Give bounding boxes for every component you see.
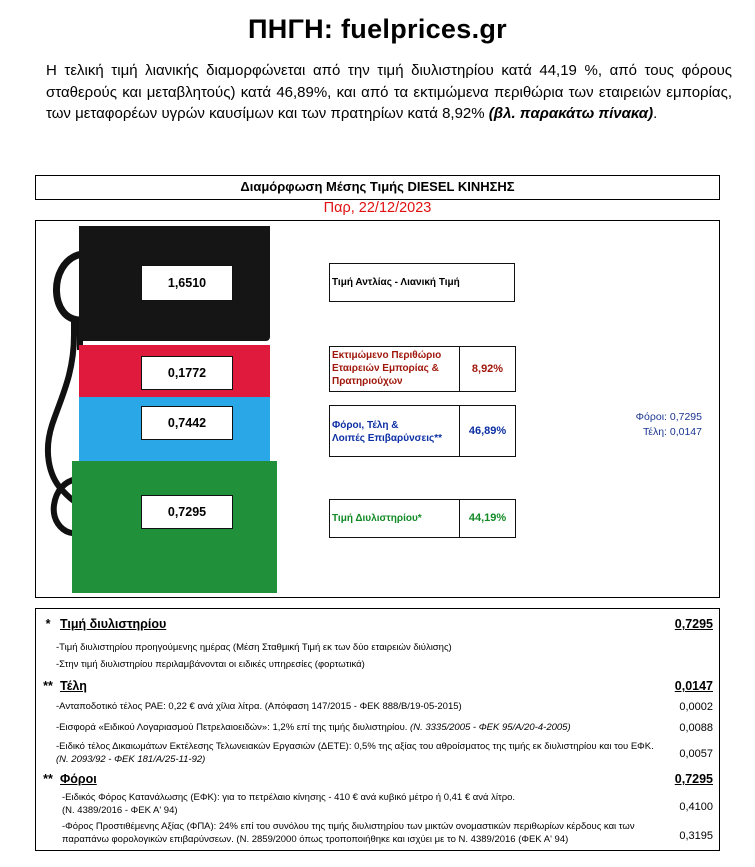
refinery-heading: Τιμή διυλιστηρίου <box>60 617 167 631</box>
intro-text: Η τελική τιμή λιανικής διαμορφώνεται από την τιμή διυλιστηρίου κατά 44,19 %, από τους φόρους σταθερούς και μεταβλητούς) κατά 46,89%, και από τα εκτιμώμενα περιθώρια των εταιρειών εμπορίας, των μεταφορέων υγρών καυσίμων και των πρατηρίων κατά 8,92% <box>46 62 732 122</box>
fees-summary-value: 0,0147 <box>669 426 702 438</box>
retail-price-value: 1,6510 <box>141 265 233 301</box>
taxes-label-line: Λοιπές Επιβαρύνσεις** <box>332 433 442 444</box>
margin-label-line: Πρατηριούχων <box>332 375 403 387</box>
fee-item-text: -Ειδικό τέλος Δικαιωμάτων Εκτέλεσης Τελωνειακών Εργασιών (ΔΕΤΕ): 0,5% της αξίας του αθροίσματος της τιμής εκ διυλιστηρίου και του ΕΦΚ. <box>56 741 654 752</box>
taxes-heading: Φόροι <box>60 772 97 786</box>
chart-date: Παρ, 22/12/2023 <box>323 200 432 216</box>
page-title: ΠΗΓΗ: fuelprices.gr <box>248 14 507 44</box>
taxes-label-line: Φόροι, Τέλη & <box>332 420 399 431</box>
tax-item-amount: 0,4100 <box>679 801 713 813</box>
refinery-note: -Τιμή διυλιστηρίου προηγούμενης ημέρας (Μέση Σταθμική Τιμή εκ των δύο εταιρειών διύλισης) <box>56 642 452 653</box>
refinery-amount: 0,7295 <box>674 617 713 631</box>
taxes-percent: 46,89% <box>459 406 515 456</box>
refinery-note: -Στην τιμή διυλιστηρίου περιλαμβάνονται οι ειδικές υπηρεσίες (φορτωτικά) <box>56 659 365 670</box>
fees-heading: Τέλη <box>60 679 87 693</box>
taxes-label <box>332 419 442 445</box>
chart-title: Διαμόρφωση Μέσης Τιμής DIESEL ΚΙΝΗΣΗΣ <box>35 175 720 200</box>
fee-item-amount: 0,0002 <box>679 701 713 713</box>
taxes-amount: 0,7295 <box>674 772 713 786</box>
intro-paragraph <box>46 60 732 125</box>
retail-price-label: Τιμή Αντλίας - Λιανική Τιμή <box>332 277 460 288</box>
taxes-star: ** <box>43 772 53 786</box>
fees-amount: 0,0147 <box>674 679 713 693</box>
taxes-summary-value: 0,7295 <box>669 411 702 423</box>
intro-table-reference: (βλ. παρακάτω πίνακα) <box>488 105 654 122</box>
fee-item-amount: 0,0088 <box>679 722 713 734</box>
margin-value: 0,1772 <box>141 356 233 390</box>
fees-summary-label: Τέλη: <box>643 426 667 438</box>
fee-item-text: -Εισφορά «Ειδικού Λογαριασμού Πετρελαιοειδών»: 1,2% επί της τιμής διυλιστηρίου. <box>56 722 408 733</box>
notes-table <box>35 608 720 851</box>
margin-label <box>332 350 441 388</box>
fee-item-law: (Ν. 3335/2005 - ΦΕΚ 95/Α/20-4-2005) <box>410 722 571 733</box>
margin-label-line: Εταιρειών Εμπορίας & <box>332 362 439 374</box>
tax-item-text: παραπάνω φορολογικών επιβαρύνσεων. (Ν. 2859/2000 όπως τροποποιήθηκε και ισχύει με το Ν. 4389/2016 (ΦΕΚ Α' 94) <box>62 834 569 845</box>
taxes-summary-label: Φόροι: <box>635 411 667 423</box>
margin-label-line: Εκτιμώμενο Περιθώριο <box>332 350 442 361</box>
tax-item-text: (Ν. 4389/2016 - ΦΕΚ Α' 94) <box>62 805 178 816</box>
tax-item-amount: 0,3195 <box>679 830 713 842</box>
tax-item-text: -Ειδικός Φόρος Κατανάλωσης (ΕΦΚ): για το πετρέλαιο κίνησης - 410 € ανά κυβικό μέτρο ή 0,41 € ανά λίτρο. <box>62 792 516 803</box>
taxes-fees-summary <box>600 410 702 440</box>
refinery-price-value: 0,7295 <box>141 495 233 529</box>
fee-item-law: (Ν. 2093/92 - ΦΕΚ 181/Α/25-11-92) <box>56 754 206 765</box>
margin-label-box <box>329 346 516 392</box>
fee-item-text: -Ανταποδοτικό τέλος ΡΑΕ: 0,22 € ανά χίλια λίτρα. (Απόφαση 147/2015 - ΦΕΚ 888/Β/19-05-2015) <box>56 701 462 712</box>
refinery-price-label-box <box>329 499 516 538</box>
fee-item-amount: 0,0057 <box>679 748 713 760</box>
margin-percent: 8,92% <box>459 347 515 391</box>
taxes-value: 0,7442 <box>141 406 233 440</box>
fees-star: ** <box>43 679 53 693</box>
taxes-label-box <box>329 405 516 457</box>
retail-price-label-box <box>329 263 515 302</box>
refinery-price-label: Τιμή Διυλιστηρίου* <box>332 513 422 524</box>
refinery-percent: 44,19% <box>459 500 515 537</box>
refinery-star: * <box>45 617 51 631</box>
intro-period: . <box>653 105 658 122</box>
tax-item-text: -Φόρος Προστιθέμενης Αξίας (ΦΠΑ): 24% επί του συνόλου της τιμής διυλιστηρίου των μικτών ονομαστικών περιθωρίων κέρδους και των <box>62 821 635 832</box>
